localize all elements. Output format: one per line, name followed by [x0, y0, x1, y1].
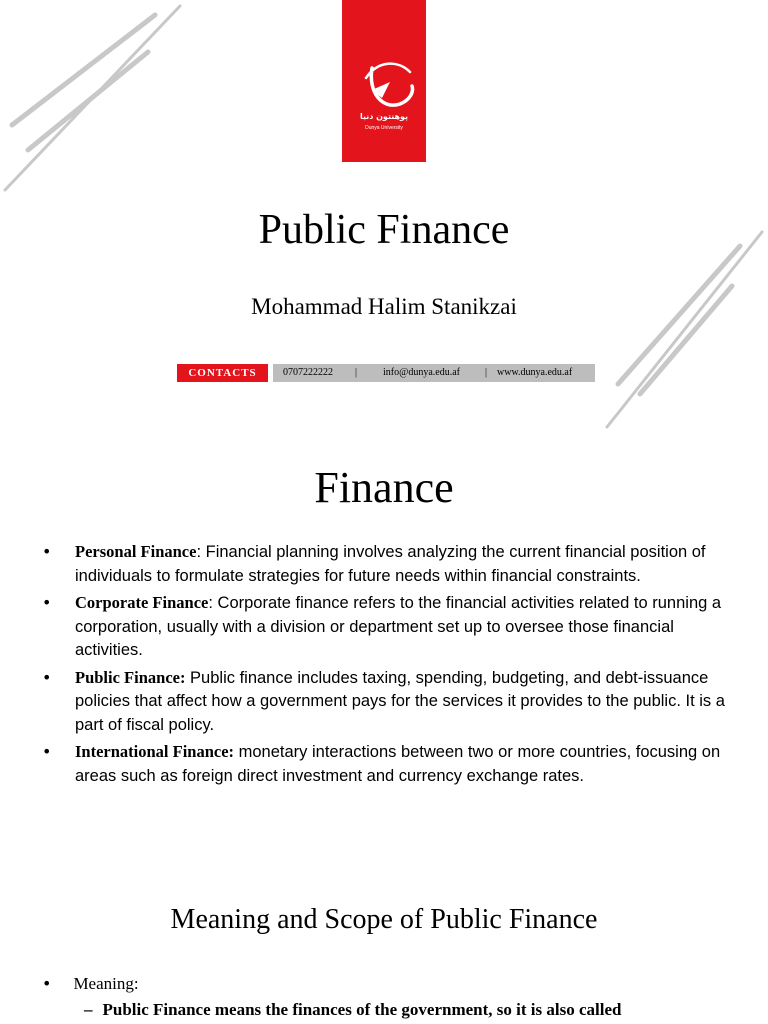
- term-punctuation: :: [196, 543, 202, 561]
- list-item: [42, 740, 732, 788]
- definition: Corporate finance refers to the financial activities related to running a corporation, usually with a division or department set up to oversee those financial activities.: [75, 594, 722, 659]
- finance-slide: [0, 444, 768, 830]
- contact-email[interactable]: info@dunya.edu.af: [383, 367, 460, 378]
- contacts-label: CONTACTS: [177, 364, 268, 382]
- bullet-icon: •: [42, 742, 52, 761]
- bullet-icon: •: [42, 593, 52, 612]
- finance-types-list: [42, 540, 732, 791]
- term-punctuation: :: [208, 594, 213, 612]
- definition: Public finance includes taxing, spending, budgeting, and debt-issuance policies that affect how a government pays for the services it provides to the public. It is a part of fiscal policy.: [75, 668, 725, 734]
- logo-name-english: Dunya University: [365, 125, 403, 131]
- contact-website[interactable]: www.dunya.edu.af: [497, 367, 573, 378]
- definition: Financial planning involves analyzing the current financial position of individuals to formulate strategies for future needs within financial constraints.: [75, 543, 706, 585]
- sub-list-item: [84, 998, 621, 1022]
- contact-separator: |: [485, 367, 488, 378]
- contacts-bar: [177, 364, 595, 382]
- meaning-text: Public Finance means the finances of the government, so it is also called: [102, 1000, 622, 1019]
- term: Personal Finance: [75, 542, 197, 561]
- presentation-title: Public Finance: [258, 207, 510, 253]
- slide-title: Meaning and Scope of Public Finance: [170, 904, 598, 935]
- author-name: Mohammad Halim Stanikzai: [251, 294, 517, 319]
- list-item: [42, 972, 139, 996]
- term: Corporate Finance: [75, 593, 209, 612]
- list-item: [42, 591, 732, 663]
- term: Public Finance:: [75, 667, 186, 687]
- bullet-icon: •: [42, 542, 52, 561]
- meaning-scope-slide: [0, 860, 768, 1024]
- title-slide: [0, 0, 768, 430]
- list-item: [42, 540, 732, 588]
- term: International Finance:: [75, 742, 235, 761]
- meaning-label: Meaning:: [73, 974, 139, 993]
- bullet-icon: •: [42, 974, 52, 993]
- logo-name-arabic: پوهنتون دنیا: [359, 112, 409, 121]
- list-item: [42, 666, 732, 738]
- university-logo-ribbon: [342, 0, 426, 162]
- contact-phone: 0707222222: [283, 367, 333, 378]
- dash-icon: –: [84, 1000, 93, 1019]
- bullet-icon: •: [42, 667, 52, 687]
- university-logo-icon: [342, 0, 426, 162]
- slide-title: Finance: [314, 463, 454, 512]
- contacts-info: [273, 364, 595, 382]
- definition: monetary interactions between two or more countries, focusing on areas such as foreign direct investment and currency exchange rates.: [75, 743, 721, 785]
- contact-separator: |: [355, 367, 358, 378]
